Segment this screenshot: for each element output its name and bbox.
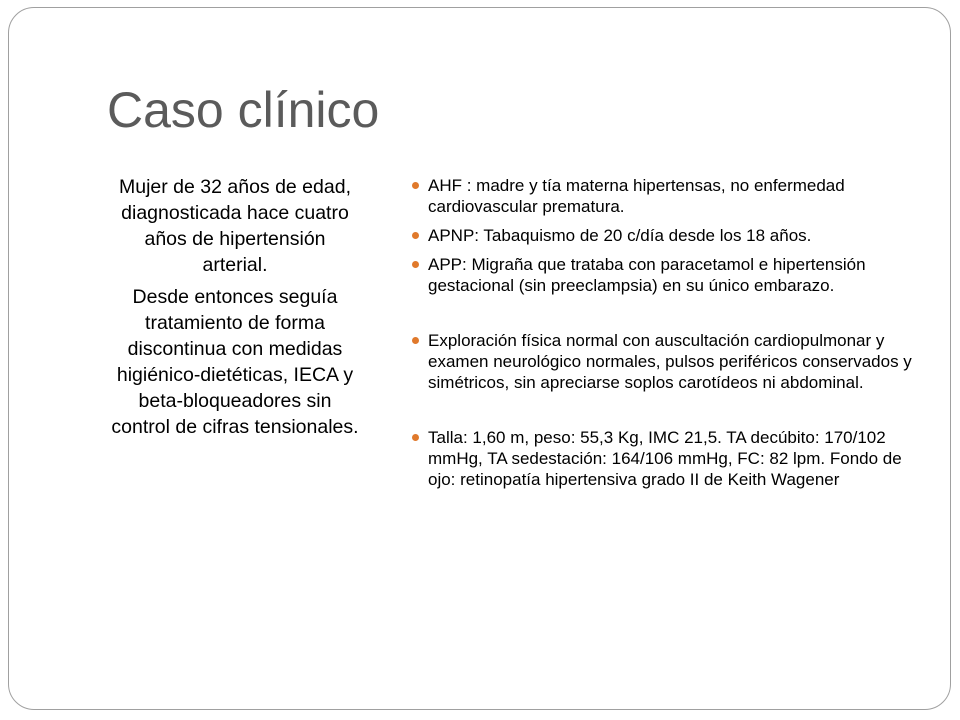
bullet-text: APP: Migraña que trataba con paracetamol e hipertensión gestacional (sin preeclampsia) en su único embarazo. <box>428 255 866 295</box>
bullet-item-talla <box>412 427 912 490</box>
bullet-dot-icon <box>412 182 419 189</box>
bullet-item-ahf <box>412 175 912 217</box>
bullet-list <box>412 175 912 490</box>
case-details <box>412 175 912 498</box>
bullet-text: Exploración física normal con auscultación cardiopulmonar y examen neurológico normales, pulsos periféricos conservados y simétricos, sin apreciarse soplos carotídeos ni abdominal. <box>428 331 912 392</box>
bullet-dot-icon <box>412 261 419 268</box>
case-summary <box>110 174 360 446</box>
bullet-text: AHF : madre y tía materna hipertensas, no enfermedad cardiovascular prematura. <box>428 176 845 216</box>
bullet-text: APNP: Tabaquismo de 20 c/día desde los 18 años. <box>428 226 812 245</box>
case-paragraph-2: Desde entonces seguía tratamiento de forma discontinua con medidas higiénico-dietéticas, IECA y beta-bloqueadores sin control de cifras tensionales. <box>111 286 359 438</box>
bullet-item-apnp <box>412 225 912 246</box>
slide-title: Caso clínico <box>107 82 380 138</box>
case-paragraph-1: Mujer de 32 años de edad, diagnosticada hace cuatro años de hipertensión arterial. <box>118 176 351 276</box>
bullet-dot-icon <box>412 337 419 344</box>
bullet-text: Talla: 1,60 m, peso: 55,3 Kg, IMC 21,5. TA decúbito: 170/102 mmHg, TA sedestación: 164/106 mmHg, FC: 82 lpm. Fondo de ojo: retinopatía hipertensiva grado II de Keith Wagener <box>428 428 902 489</box>
bullet-item-exploracion <box>412 330 912 393</box>
bullet-dot-icon <box>412 232 419 239</box>
bullet-item-app <box>412 254 912 296</box>
bullet-dot-icon <box>412 434 419 441</box>
